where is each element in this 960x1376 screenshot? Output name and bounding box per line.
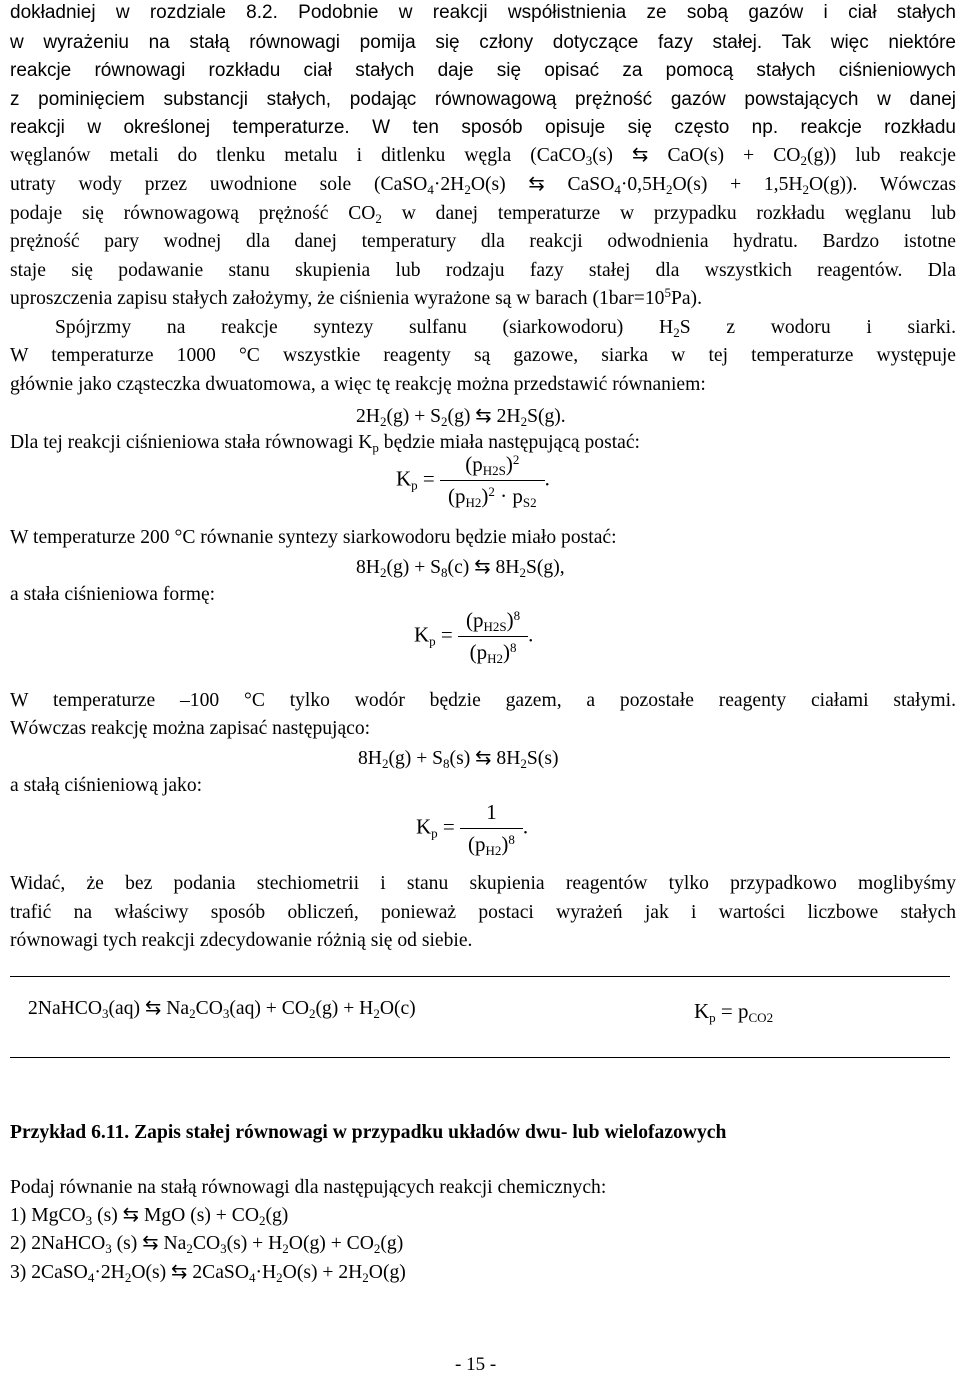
text-line: reakcji w określonej temperaturze. W ten sposób opisuje się często np. reakcje rozkładu [10, 117, 956, 138]
kp-formula-3: $K_p$ = $\frac{1}{(p_{H2})^8}$ . [416, 800, 529, 858]
text-line: dokładniej w rozdziale 8.2. Podobnie w reakcji współistnienia ze sobą gazów i ciał stałych [10, 2, 956, 23]
text-line: staje się podawanie stanu skupienia lub rodzaju fazy stałej dla wszystkich reagentów. Dla [10, 260, 956, 281]
text-line: w wyrażeniu na stałą równowagi pomija się człony dotyczące fazy stałej. Tak więc niektóre [10, 32, 956, 53]
text-line: prężność pary wodnej dla danej temperatury dla reakcji odwodnienia hydratu. Bardzo istotne [10, 231, 956, 252]
reaction-3: 3) $2CaSO_4\cdot 2H_2O(s)$ ⇆ $2CaSO_4\cdot H_2O(s) + 2H_2O(g)$ [10, 1262, 406, 1285]
text-line: W temperaturze 200 °C równanie syntezy siarkowodoru będzie miało postać: [10, 527, 617, 548]
page-number: - 15 - [455, 1354, 497, 1375]
text-line: a stałą ciśnieniową jako: [10, 775, 203, 796]
example-title: Przykład 6.11. Zapis stałej równowagi w przypadku układów dwu- lub wielofazowych [10, 1122, 727, 1143]
text-line: trafić na właściwy sposób obliczeń, ponieważ postaci wyrażeń jak i wartości liczbowe stałych [10, 902, 956, 923]
kp-formula-2: $K_p$ = $\frac{(p_{H2S})^8}{(p_{H2})^8}$ . [414, 608, 534, 666]
reaction-1: 1) MgCO$_3$ (s) ⇆ MgO $(s) + CO_2(g)$ [10, 1205, 289, 1228]
text-line: W temperaturze 1000 °C wszystkie reagenty są gazowe, siarka w tej temperaturze występuje [10, 345, 956, 366]
text-line: W temperaturze –100 °C tylko wodór będzie gazem, a pozostałe reagenty ciałami stałymi. [10, 690, 956, 711]
text-line: a stała ciśnieniowa formę: [10, 584, 216, 605]
kp-formula-1: $K_p$ = $\frac{(p_{H2S})^2}{(p_{H2})^2 \cdot p_{S2}}$ . [396, 452, 550, 510]
text-line: Spójrzmy na reakcje syntezy sulfanu (siarkowodoru) $H_2S$ z wodoru i siarki. [55, 317, 956, 340]
text-line: utraty wody przez uwodnione sole ($CaSO_4\cdot 2H_2O(s)$ ⇆ $CaSO_4\cdot 0,5H_2O(s) + 1,5H_2O(g)$). Wówczas [10, 174, 956, 197]
text-line: reakcje równowagi rozkładu ciał stałych daje się opisać za pomocą stałych ciśnieniowych [10, 60, 956, 81]
text-line: Dla tej reakcji ciśnieniowa stała równowagi $K_p$ będzie miała następującą postać: [10, 432, 641, 455]
equation-3: $8H_2(g) + S_8(s)$ ⇆ $8H_2S(s)$ [358, 748, 559, 771]
text-line: Widać, że bez podania stechiometrii i stanu skupienia reagentów tylko przypadkowo moglibyśmy [10, 873, 956, 894]
example-box [10, 976, 950, 1058]
text-line: podaje się równowagową prężność $CO_2$ w danej temperaturze w przypadku rozkładu węglanu lub [10, 203, 956, 226]
box-kp: $K_p = p_{CO2}$ [694, 999, 774, 1025]
text-line: z pominięciem substancji stałych, podając równowagową prężność gazów powstających w danej [10, 89, 956, 110]
box-reaction: 2NaHCO$_3$(aq) ⇆ $Na_2CO_3(aq) + CO_2(g) + H_2O(c)$ [28, 998, 416, 1021]
text-line: głównie jako cząsteczka dwuatomowa, a więc tę reakcję można przedstawić równaniem: [10, 374, 706, 395]
text-line: węglanów metali do tlenku metalu i ditlenku węgla (CaCO$_3$(s) ⇆ $CaO(s) + CO_2(g)$) lub reakcje [10, 145, 957, 168]
task-text: Podaj równanie na stałą równowagi dla następujących reakcji chemicznych: [10, 1177, 607, 1198]
text-line: równowagi tych reakcji zdecydowanie różnią się od siebie. [10, 930, 473, 951]
text-line: uproszczenia zapisu stałych założymy, że ciśnienia wyrażone są w barach $(1bar=10^5Pa)$. [10, 285, 702, 309]
equation-2: $8H_2(g) + S_8(c)$ ⇆ $8H_2S(g)$, [356, 557, 565, 580]
equation-1: $2H_2(g) + S_2(g)$ ⇆ $2H_2S(g)$. [356, 406, 566, 429]
reaction-2: 2) 2NaHCO$_3$ (s) ⇆ $Na_2CO_3(s) + H_2O(g) + CO_2(g)$ [10, 1233, 404, 1256]
text-line: Wówczas reakcję można zapisać następująco: [10, 718, 371, 739]
